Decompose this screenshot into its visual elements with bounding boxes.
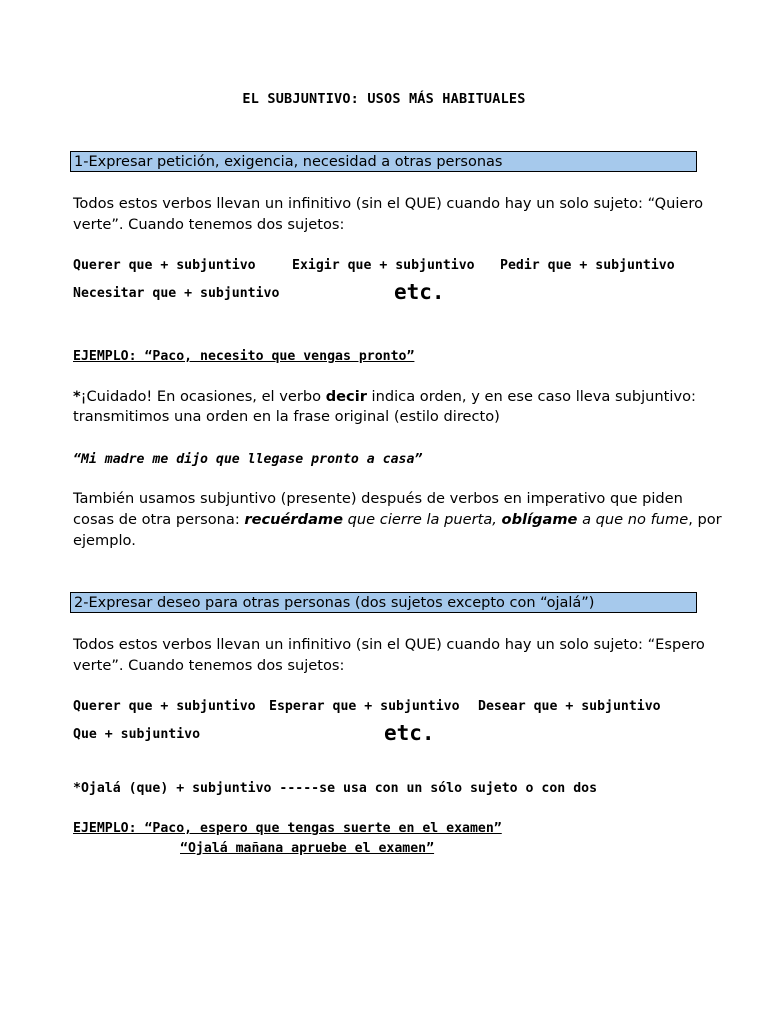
section-1-intro-line-1: Todos estos verbos llevan un infinitivo (sin el QUE) cuando hay un solo sujeto: “Quiero: [73, 195, 703, 212]
tambien-line-2: [73, 511, 722, 528]
cuidado-text-2: indica orden, y en ese caso lleva subjuntivo:: [366, 388, 696, 405]
section-2-heading: 2-Expresar deseo para otras personas (dos sujetos excepto con “ojalá”): [70, 592, 697, 613]
tambien-obligame: oblígame: [501, 511, 578, 528]
etc-label-2: etc.: [384, 721, 435, 745]
tambien-line-1: También usamos subjuntivo (presente) después de verbos en imperativo que piden: [73, 490, 683, 507]
section-2-intro-line-1: Todos estos verbos llevan un infinitivo (sin el QUE) cuando hay un solo sujeto: “Espero: [73, 636, 705, 653]
cuidado-line-1: [73, 388, 696, 405]
ojala-rule: *Ojalá (que) + subjuntivo -----se usa con un sólo sujeto o con dos: [73, 781, 598, 796]
tambien-text-f: , por: [688, 511, 722, 528]
tambien-recuerdame: recuérdame: [244, 511, 344, 528]
verb-querer: Querer que + subjuntivo: [73, 258, 256, 273]
verb-desear: Desear que + subjuntivo: [478, 699, 661, 714]
verb-querer-2: Querer que + subjuntivo: [73, 699, 256, 714]
page-title: EL SUBJUNTIVO: USOS MÁS HABITUALES: [242, 91, 526, 107]
section-2-intro-line-2: verte”. Cuando tenemos dos sujetos:: [73, 657, 345, 674]
tambien-text-c: que cierre la puerta,: [343, 511, 502, 528]
section-1-heading: 1-Expresar petición, exigencia, necesidad a otras personas: [70, 151, 697, 172]
cuidado-bold-verb: decir: [325, 388, 367, 405]
verb-esperar: Esperar que + subjuntivo: [269, 699, 460, 714]
tambien-text-e: a que no fume: [577, 511, 689, 528]
verb-que: Que + subjuntivo: [73, 727, 201, 742]
verb-pedir: Pedir que + subjuntivo: [500, 258, 675, 273]
section-2-example-1: EJEMPLO: “Paco, espero que tengas suerte en el examen”: [73, 821, 502, 836]
section-1-quote: “Mi madre me dijo que llegase pronto a casa”: [73, 452, 423, 467]
section-1-intro-line-2: verte”. Cuando tenemos dos sujetos:: [73, 216, 345, 233]
section-1-example: EJEMPLO: “Paco, necesito que vengas pronto”: [73, 349, 415, 364]
section-2-example-2: “Ojalá mañana apruebe el examen”: [180, 841, 435, 856]
etc-label: etc.: [394, 280, 445, 304]
tambien-line-3: ejemplo.: [73, 532, 136, 549]
verb-necesitar: Necesitar que + subjuntivo: [73, 286, 280, 301]
cuidado-line-2: transmitimos una orden en la frase original (estilo directo): [73, 408, 500, 425]
cuidado-star: *: [73, 388, 81, 405]
verb-exigir: Exigir que + subjuntivo: [292, 258, 475, 273]
cuidado-text-1: ¡Cuidado! En ocasiones, el verbo: [80, 388, 326, 405]
tambien-text-a: cosas de otra persona:: [73, 511, 245, 528]
